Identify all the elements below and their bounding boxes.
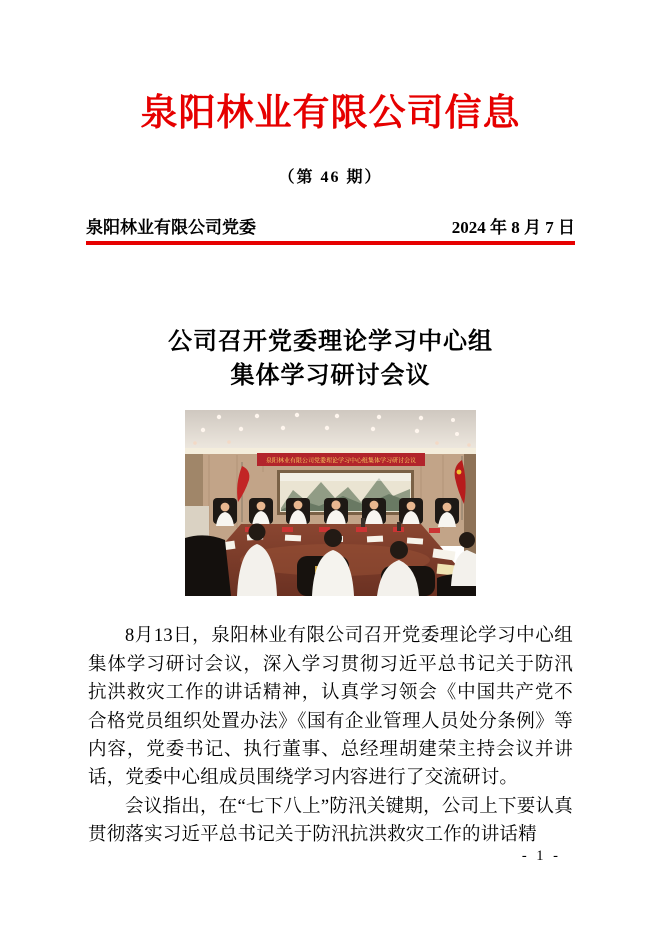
article-title-line1: 公司召开党委理论学习中心组	[168, 328, 493, 356]
newsletter-title: 泉阳林业有限公司信息	[140, 93, 521, 134]
meeting-photo	[185, 410, 476, 596]
page-number: - 1 -	[521, 848, 561, 864]
article-title	[0, 325, 661, 393]
article-title-line2: 集体学习研讨会议	[230, 362, 431, 390]
photo-ceiling	[185, 410, 476, 454]
article-body	[88, 622, 573, 849]
conference-banner	[257, 453, 425, 466]
issue-number: （第 46 期）	[278, 169, 383, 187]
publish-date: 2024 年 8 月 7 日	[451, 218, 575, 238]
body-paragraph: 会议指出，在“七下八上”防汛关键期，公司上下要认真贯彻落实习近平总书记关于防汛抗洪救灾工作的讲话精	[88, 796, 573, 846]
svg-text:泉阳林业有限公司党委理论学习中心组集体学习研讨会议: 泉阳林业有限公司党委理论学习中心组集体学习研讨会议	[265, 458, 417, 465]
body-paragraph: 8月13日，泉阳林业有限公司召开党委理论学习中心组集体学习研讨会议，深入学习贯彻习近平总书记关于防汛抗洪救灾工作的讲话精神，认真学习领会《中国共产党不合格党员组织处置办法》《国有企业管理人员处分条例》等内容，党委书记、执行董事、总经理胡建荣主持会议并讲话，党委中心组成员围绕学习内容进行了交流研讨。	[88, 626, 573, 789]
masthead-row	[86, 213, 575, 245]
publisher-name: 泉阳林业有限公司党委	[86, 218, 256, 238]
